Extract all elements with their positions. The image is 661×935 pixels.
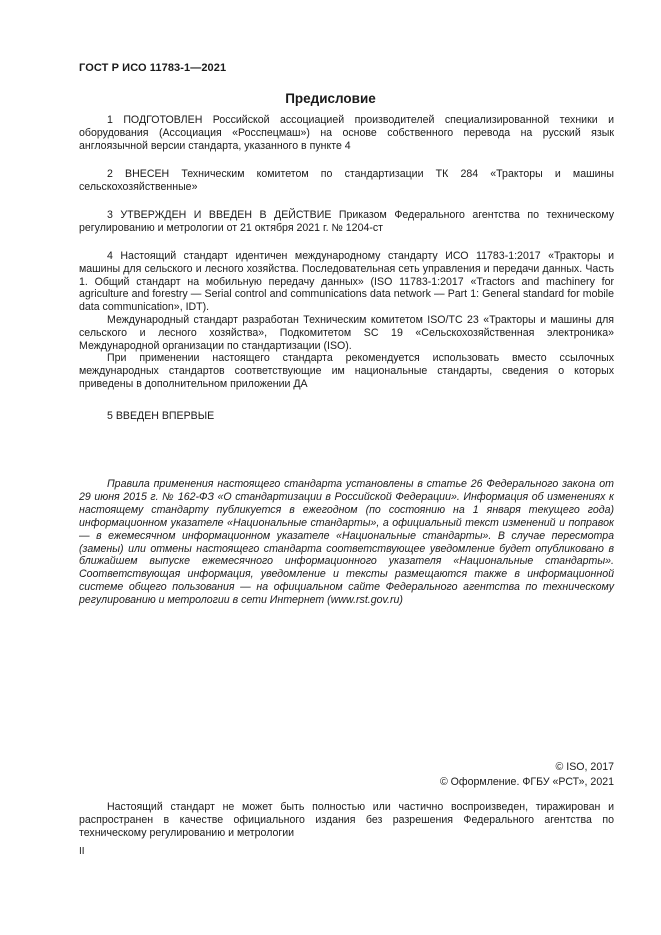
- page-number: II: [79, 846, 85, 857]
- foreword-item-1-text: 1 ПОДГОТОВЛЕН Российской ассоциацией производителей специализированной техники и оборудования (Ассоциация «Росспецмаш») на основе собственного перевода на русский язык англоязычной версии стандарта, указанного в пункте 4: [79, 114, 614, 152]
- foreword-item-4-developer: Международный стандарт разработан Техническим комитетом ISO/TC 23 «Тракторы и машины для сельского и лесного хозяйства», Подкомитетом SC 19 «Сельскохозяйственная электроника» Международной организации по стандартизации (ISO).: [79, 313, 614, 352]
- foreword-title: Предисловие: [285, 91, 376, 106]
- foreword-item-1: [79, 114, 614, 152]
- foreword-item-3: [79, 209, 614, 235]
- foreword-item-3-text: 3 УТВЕРЖДЕН И ВВЕДЕН В ДЕЙСТВИЕ Приказом Федерального агентства по техническому регулированию и метрологии от 21 октября 2021 г. № 1204-ст: [79, 209, 614, 234]
- foreword-item-4: [79, 250, 614, 391]
- application-rules-notice: Правила применения настоящего стандарта установлены в статье 26 Федерального закона от 29 июня 2015 г. № 162-ФЗ «О стандартизации в Российской Федерации». Информация об изменениях к настоящему стандарту публикуется в ежегодном (по состоянию на 1 января текущего года) информационном указателе «Национальные стандарты», а официальный текст изменений и поправок — в ежемесячном информационном указателе «Национальные стандарты». В случае пересмотра (замены) или отмены настоящего стандарта соответствующее уведомление будет опубликовано в ближайшем выпуске ежемесячного информационного указателя «Национальные стандарты». Соответствующая информация, уведомление и тексты размещаются также в информационной системе общего пользования — на официальном сайте Федерального агентства по техническому регулированию и метрологии в сети Интернет (www.rst.gov.ru): [79, 478, 614, 607]
- foreword-item-4-application: При применении настоящего стандарта рекомендуется использовать вместо ссылочных международных стандартов соответствующие им национальные стандарты, сведения о которых приведены в дополнительном приложении ДА: [79, 352, 614, 390]
- copyright-design: © Оформление. ФГБУ «РСТ», 2021: [439, 776, 614, 788]
- foreword-item-2: [79, 168, 614, 194]
- reproduction-notice: Настоящий стандарт не может быть полностью или частично воспроизведен, тиражирован и распространен в качестве официального издания без разрешения Федерального агентства по техническому регулированию и метрологии: [79, 801, 614, 839]
- foreword-item-5: [79, 410, 614, 423]
- foreword-item-2-text: 2 ВНЕСЕН Техническим комитетом по стандартизации ТК 284 «Тракторы и машины сельскохозяйственные»: [79, 168, 614, 193]
- copyright-iso: © ISO, 2017: [555, 761, 614, 773]
- foreword-item-4-text: 4 Настоящий стандарт идентичен международному стандарту ИСО 11783-1:2017 «Тракторы и машины для сельского и лесного хозяйства. Последовательная сеть управления и передачи данных. Часть 1. Общий стандарт на мобильную передачу данных» (ISO 11783-1:2017 «Tractors and machinery for agriculture and forestry — Serial control and communications data network — Part 1: General standard for mobile data communication», IDT).: [79, 250, 614, 314]
- standard-code-header: ГОСТ Р ИСО 11783-1—2021: [79, 62, 227, 74]
- foreword-item-5-text: 5 ВВЕДЕН ВПЕРВЫЕ: [107, 410, 215, 422]
